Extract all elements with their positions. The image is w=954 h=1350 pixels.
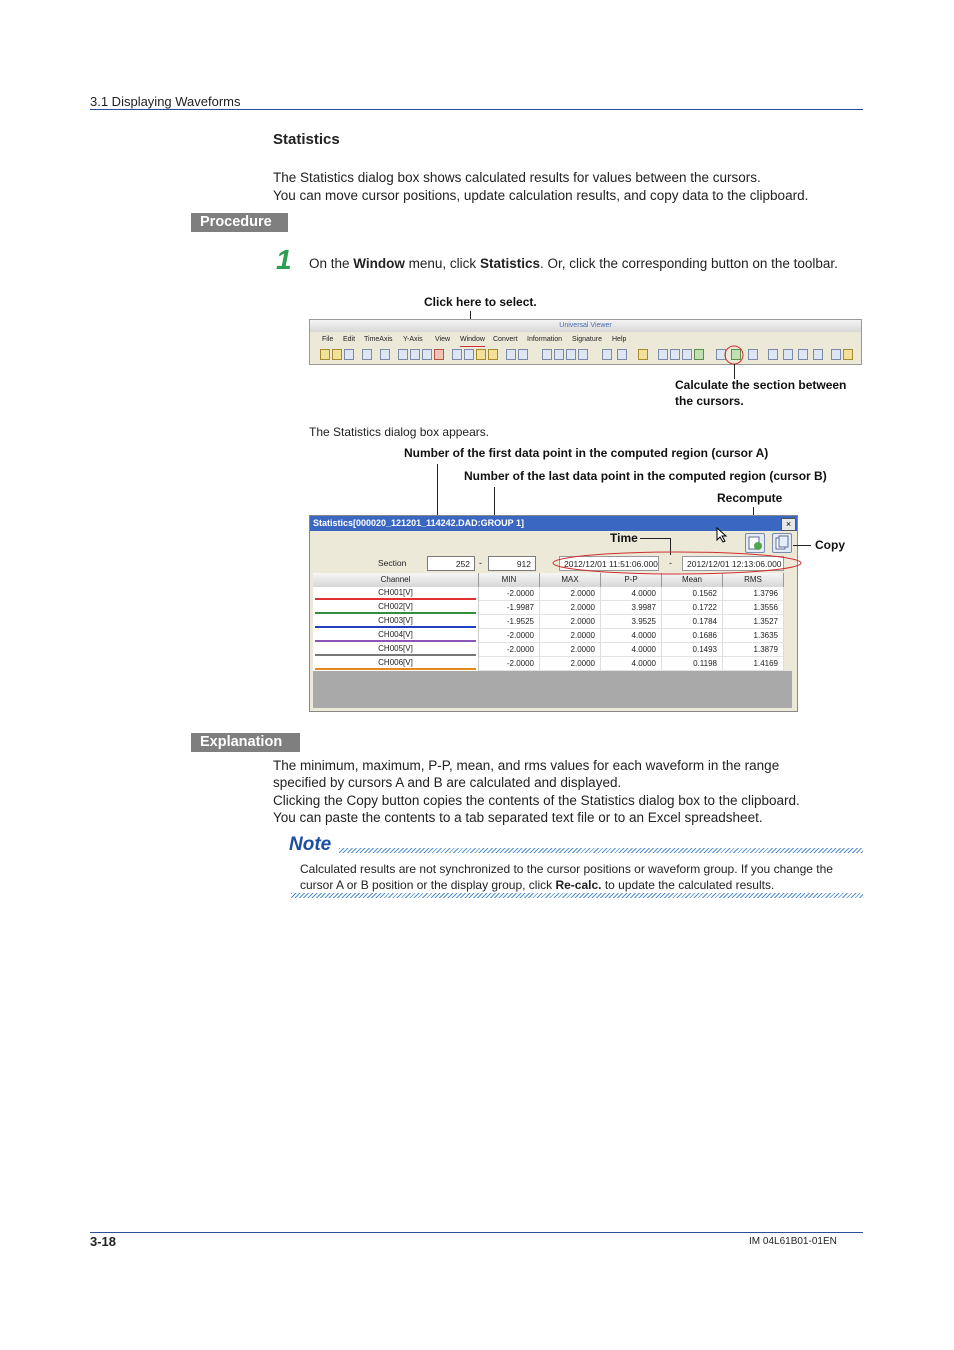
calculate-leader — [734, 364, 735, 379]
cell-min: -2.0000 — [479, 643, 540, 657]
check-icon[interactable] — [602, 349, 612, 360]
channel-color-swatch — [315, 654, 476, 656]
col-max[interactable]: MAX — [540, 573, 601, 587]
cell-min: -2.0000 — [479, 629, 540, 643]
section-end-field[interactable]: 912 — [488, 556, 536, 571]
layout-icon[interactable] — [658, 349, 668, 360]
cell-max: 2.0000 — [540, 615, 601, 629]
undo-icon[interactable] — [452, 349, 462, 360]
calculate-callout-2: the cursors. — [675, 394, 744, 408]
recompute-callout: Recompute — [717, 491, 783, 505]
footer-rule — [90, 1232, 863, 1233]
toolbar-screenshot — [309, 319, 862, 365]
section-start-field[interactable]: 252 — [427, 556, 475, 571]
menu-yaxis[interactable]: Y-Axis — [403, 336, 423, 343]
step-menu-name: Window — [353, 256, 405, 271]
zoom-in-icon[interactable] — [506, 349, 516, 360]
statistics-dialog — [309, 515, 798, 712]
table-row-channel[interactable] — [313, 657, 479, 671]
explanation-line-1: The minimum, maximum, P-P, mean, and rms values for each waveform in the range — [273, 758, 780, 773]
lock-icon[interactable] — [831, 349, 841, 360]
time-leader-h — [640, 538, 670, 539]
menu-information[interactable]: Information — [527, 336, 563, 343]
menu-bar — [310, 333, 861, 346]
chart-4-icon[interactable] — [578, 349, 588, 360]
document-id: IM 04L61B01-01EN — [749, 1236, 837, 1247]
redo-icon[interactable] — [464, 349, 474, 360]
menu-help[interactable]: Help — [612, 336, 627, 343]
channel-color-swatch — [315, 668, 476, 670]
channel-label: CH003[V] — [378, 616, 413, 625]
cell-max: 2.0000 — [540, 629, 601, 643]
cell-pp: 4.0000 — [601, 643, 662, 657]
table-row-channel[interactable] — [313, 587, 479, 601]
copy-leader — [793, 545, 811, 546]
cell-pp: 4.0000 — [601, 629, 662, 643]
channel-color-swatch — [315, 598, 476, 600]
cell-pp: 4.0000 — [601, 587, 662, 601]
cell-mean: 0.1493 — [662, 643, 723, 657]
explanation-line-3: Clicking the Copy button copies the contents of the Statistics dialog box to the clipboard. — [273, 793, 800, 808]
note-text — [300, 862, 860, 893]
print-icon[interactable] — [362, 349, 372, 360]
step-item-name: Statistics — [479, 256, 540, 271]
intro-line-2: You can move cursor positions, update calculation results, and copy data to the clipboard. — [273, 188, 809, 203]
copy-icon[interactable] — [410, 349, 420, 360]
nav-next-icon[interactable] — [798, 349, 808, 360]
step-number: 1 — [276, 244, 292, 275]
copy-callout: Copy — [815, 538, 845, 552]
procedure-heading: Procedure — [191, 213, 288, 232]
cell-min: -1.9987 — [479, 601, 540, 615]
calculate-callout-1: Calculate the section between — [675, 378, 847, 392]
color-icon[interactable] — [694, 349, 704, 360]
table-row-channel[interactable] — [313, 601, 479, 615]
close-icon[interactable]: × — [781, 518, 796, 531]
channel-color-swatch — [315, 612, 476, 614]
cell-mean: 0.1562 — [662, 587, 723, 601]
time-callout: Time — [610, 531, 638, 545]
cell-pp: 3.9525 — [601, 615, 662, 629]
menu-window[interactable]: Window — [460, 333, 485, 347]
menu-view[interactable]: View — [435, 336, 451, 343]
menu-signature[interactable]: Signature — [572, 336, 602, 343]
chart-2-icon[interactable] — [554, 349, 564, 360]
layout-3-icon[interactable] — [682, 349, 692, 360]
header-rule — [90, 109, 863, 110]
cell-mean: 0.1686 — [662, 629, 723, 643]
channel-label: CH006[V] — [378, 658, 413, 667]
cell-mean: 0.1722 — [662, 601, 723, 615]
col-min[interactable]: MIN — [479, 573, 540, 587]
step-text-mid: menu, click — [404, 256, 480, 271]
app-title-bar: Universal Viewer — [310, 320, 861, 332]
table-empty-area — [313, 671, 792, 708]
delete-icon[interactable] — [434, 349, 444, 360]
col-rms[interactable]: RMS — [723, 573, 784, 587]
section-title: Statistics — [273, 131, 340, 148]
note-recalc: Re-calc. — [555, 877, 602, 892]
zoom-out-icon[interactable] — [518, 349, 528, 360]
marker-icon[interactable] — [476, 349, 486, 360]
channel-color-swatch — [315, 626, 476, 628]
step-text-post: . Or, click the corresponding button on the toolbar. — [539, 256, 838, 271]
chart-icon[interactable] — [542, 349, 552, 360]
nav-last-icon[interactable] — [813, 349, 823, 360]
col-pp[interactable]: P-P — [601, 573, 662, 587]
cut-icon[interactable] — [398, 349, 408, 360]
open-folder-icon[interactable] — [332, 349, 342, 360]
running-header: 3.1 Displaying Waveforms — [90, 94, 241, 109]
check-2-icon[interactable] — [617, 349, 627, 360]
cell-pp: 4.0000 — [601, 657, 662, 671]
note-rule-bottom — [291, 893, 863, 898]
paste-icon[interactable] — [422, 349, 432, 360]
time-start-field: 2012/12/01 11:51:06.000 — [559, 556, 659, 571]
cell-max: 2.0000 — [540, 643, 601, 657]
note-text-post: to update the calculated results. — [601, 877, 775, 892]
explanation-line-4: You can paste the contents to a tab separated text file or to an Excel spreadsheet. — [273, 810, 763, 825]
dialog-caption: The Statistics dialog box appears. — [309, 425, 490, 439]
col-mean[interactable]: Mean — [662, 573, 723, 587]
section-label: Section — [378, 558, 407, 568]
help-icon[interactable] — [843, 349, 853, 360]
channel-label: CH004[V] — [378, 630, 413, 639]
highlight-icon[interactable] — [488, 349, 498, 360]
nav-first-icon[interactable] — [768, 349, 778, 360]
note-title: Note — [289, 834, 332, 855]
channel-color-swatch — [315, 640, 476, 642]
cell-pp: 3.9987 — [601, 601, 662, 615]
grid-icon[interactable] — [638, 349, 648, 360]
cell-max: 2.0000 — [540, 601, 601, 615]
dialog-title: Statistics[000020_121201_114242.DAD:GROUP 1] — [310, 516, 797, 531]
time-dash: - — [669, 558, 672, 568]
nav-prev-icon[interactable] — [783, 349, 793, 360]
table-row-channel[interactable] — [313, 615, 479, 629]
step-text-pre: On the — [309, 256, 354, 271]
open-icon[interactable] — [320, 349, 330, 360]
cell-mean: 0.1784 — [662, 615, 723, 629]
channel-label: CH001[V] — [378, 588, 413, 597]
table-row-channel[interactable] — [313, 629, 479, 643]
statistics-button-highlight — [720, 344, 750, 368]
intro-line-1: The Statistics dialog box shows calculated results for values between the cursors. — [273, 170, 761, 185]
preview-icon[interactable] — [380, 349, 390, 360]
mouse-pointer-icon — [716, 527, 728, 543]
explanation-line-2: specified by cursors A and B are calculated and displayed. — [273, 775, 622, 790]
menu-convert[interactable]: Convert — [493, 336, 518, 343]
menu-file[interactable]: File — [322, 336, 334, 343]
note-text-pre: Calculated results are not synchronized to the cursor positions or waveform group. If you change the cursor A or B position or the display group, click — [300, 862, 833, 892]
first-point-callout: Number of the first data point in the computed region (cursor A) — [404, 446, 769, 460]
cell-min: -2.0000 — [479, 657, 540, 671]
cell-rms: 1.3635 — [723, 629, 784, 643]
col-channel[interactable]: Channel — [313, 573, 479, 587]
time-highlight — [552, 550, 804, 576]
page-number: 3-18 — [90, 1234, 117, 1249]
cell-max: 2.0000 — [540, 587, 601, 601]
save-icon[interactable] — [344, 349, 354, 360]
step-text — [309, 255, 849, 272]
cell-rms: 1.3527 — [723, 615, 784, 629]
menu-edit[interactable]: Edit — [343, 336, 356, 343]
cell-min: -1.9525 — [479, 615, 540, 629]
cell-rms: 1.4169 — [723, 657, 784, 671]
chart-3-icon[interactable] — [566, 349, 576, 360]
toolbar-icons — [312, 349, 860, 363]
cell-mean: 0.1198 — [662, 657, 723, 671]
cell-max: 2.0000 — [540, 657, 601, 671]
last-point-callout: Number of the last data point in the computed region (cursor B) — [464, 469, 827, 483]
cell-rms: 1.3796 — [723, 587, 784, 601]
time-end-field: 2012/12/01 12:13:06.000 — [682, 556, 784, 571]
cell-min: -2.0000 — [479, 587, 540, 601]
cell-rms: 1.3879 — [723, 643, 784, 657]
click-here-callout: Click here to select. — [424, 295, 537, 309]
menu-timeaxis[interactable]: TimeAxis — [364, 336, 393, 343]
cell-rms: 1.3556 — [723, 601, 784, 615]
section-dash: - — [479, 558, 482, 568]
channel-label: CH005[V] — [378, 644, 413, 653]
table-row-channel[interactable] — [313, 643, 479, 657]
explanation-heading: Explanation — [191, 733, 300, 752]
channel-label: CH002[V] — [378, 602, 413, 611]
layout-2-icon[interactable] — [670, 349, 680, 360]
note-rule-top — [339, 848, 863, 853]
